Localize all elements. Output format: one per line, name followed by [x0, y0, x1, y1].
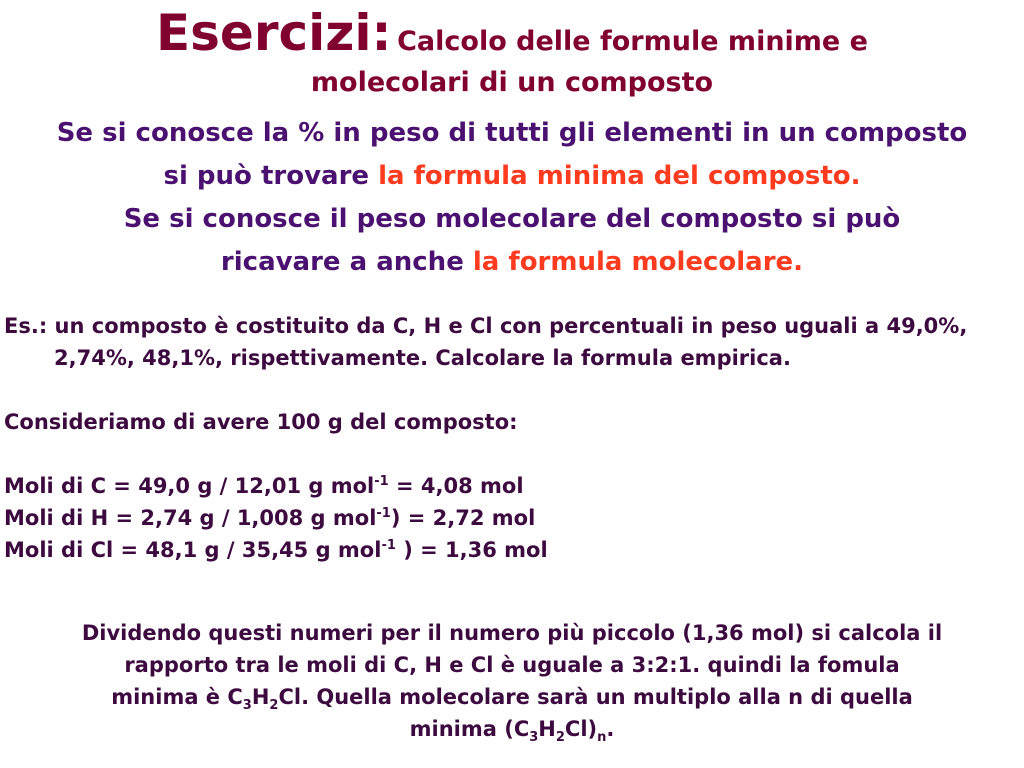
- moles-line-c: [4, 470, 1022, 502]
- intro-line: [0, 241, 1024, 284]
- assumption-text: Consideriamo di avere 100 g del composto:: [4, 410, 518, 434]
- formula-text: minima (C: [409, 717, 530, 741]
- intro-line: Se si conosce il peso molecolare del composto si può: [123, 204, 901, 234]
- formula-text: H: [251, 685, 270, 709]
- subscript: n: [597, 730, 607, 745]
- title-main: Esercizi:: [156, 4, 392, 62]
- formula-text: Cl): [564, 717, 598, 741]
- moles-line-cl: [4, 534, 1022, 566]
- conclusion-line: Dividendo questi numeri per il numero più piccolo (1,36 mol) si calcola il: [81, 621, 943, 645]
- example-body: [4, 310, 1022, 566]
- subscript: 3: [242, 698, 252, 713]
- formula-text: minima è C: [111, 685, 243, 709]
- moles-line-h: [4, 502, 1022, 534]
- moles-cl-text: Moli di Cl = 48,1 g / 35,45 g mol: [4, 538, 382, 562]
- formula-text: H: [538, 717, 556, 741]
- intro-text: [0, 112, 1024, 284]
- moles-cl-result: ) = 1,36 mol: [395, 538, 548, 562]
- conclusion-line: [0, 713, 1024, 745]
- exponent: -1: [381, 538, 396, 553]
- moles-c-text: Moli di C = 49,0 g / 12,01 g mol: [4, 474, 375, 498]
- title-subtitle-line2: molecolari di un composto: [310, 67, 714, 98]
- subscript: 2: [269, 698, 279, 713]
- moles-h-result: ) = 2,72 mol: [390, 506, 536, 530]
- slide-title: [0, 2, 1024, 98]
- exponent: -1: [376, 506, 391, 521]
- formula-text: Cl. Quella molecolare sarà un multiplo alla n di quella: [278, 685, 913, 709]
- highlight-formula-minima: la formula minima del composto.: [378, 161, 861, 191]
- subscript: 3: [529, 730, 539, 745]
- title-subtitle-line1: Calcolo delle formule minime e: [397, 26, 868, 57]
- intro-line: [0, 155, 1024, 198]
- moles-c-result: = 4,08 mol: [388, 474, 524, 498]
- formula-text: .: [606, 717, 615, 741]
- example-statement: Es.: un composto è costituito da C, H e Cl con percentuali in peso uguali a 49,0%, 2,74%, 48,1%, rispettivamente. Calcolare la formula empirica.: [4, 314, 968, 370]
- moles-h-text: Moli di H = 2,74 g / 1,008 g mol: [4, 506, 377, 530]
- conclusion-line: [0, 681, 1024, 713]
- highlight-formula-molecolare: la formula molecolare.: [472, 247, 804, 277]
- intro-text-fragment: ricavare a anche: [220, 247, 473, 277]
- conclusion-text: [0, 617, 1024, 745]
- intro-text-fragment: si può trovare: [163, 161, 379, 191]
- intro-line: Se si conosce la % in peso di tutti gli elementi in un composto: [56, 118, 968, 148]
- conclusion-line: rapporto tra le moli di C, H e Cl è uguale a 3:2:1. quindi la fomula: [124, 653, 900, 677]
- exponent: -1: [374, 474, 389, 489]
- subscript: 2: [555, 730, 565, 745]
